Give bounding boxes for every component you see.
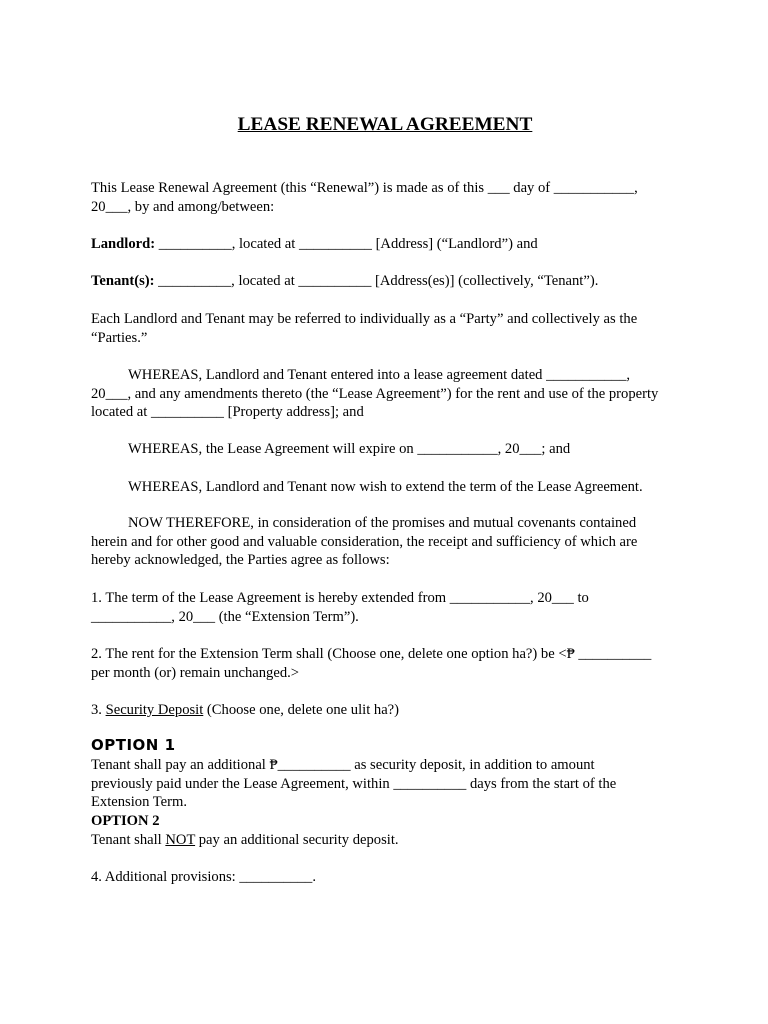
security-deposit-heading: Security Deposit [105, 702, 204, 718]
clause-2-paragraph [91, 645, 687, 682]
whereas-lease-line-1: WHEREAS, Landlord and Tenant entered into a lease agreement dated ___________, [128, 367, 631, 383]
option-2-line [91, 831, 687, 850]
parties-line-2: “Parties.” [91, 329, 148, 346]
clause-3-paragraph [91, 701, 687, 720]
clause-2-line-2: per month (or) remain unchanged.> [91, 664, 300, 681]
clause-4-line: 4. Additional provisions: __________. [91, 869, 316, 885]
option-2-prefix: Tenant shall [91, 831, 166, 848]
clause-1-paragraph [91, 589, 687, 626]
parties-paragraph [91, 310, 687, 347]
option-1-line-1: Tenant shall pay an additional ₱__________ as security deposit, in addition to amount [91, 757, 595, 773]
clause-3-suffix: (Choose one, delete one ulit ha?) [203, 702, 400, 718]
landlord-text: __________, located at __________ [Address] (“Landlord”) and [155, 236, 538, 252]
now-therefore-line-3: hereby acknowledged, the Parties agree as follows: [91, 552, 390, 569]
whereas-lease-paragraph [91, 366, 687, 422]
option-1-line-3: Extension Term. [91, 794, 187, 811]
clause-4-paragraph [91, 868, 687, 887]
now-therefore-paragraph [91, 514, 687, 570]
intro-paragraph [91, 179, 687, 216]
option-1-paragraph [91, 756, 687, 812]
option-2-not: NOT [165, 831, 196, 848]
intro-line-2: 20___, by and among/between: [91, 198, 275, 215]
tenant-label: Tenant(s): [91, 273, 155, 289]
option-2-suffix: pay an additional security deposit. [195, 831, 399, 848]
tenant-paragraph [91, 272, 687, 291]
clause-3-prefix: 3. [91, 702, 106, 718]
whereas-lease-line-2: 20___, and any amendments thereto (the “Lease Agreement”) for the rent and use of the property [91, 385, 659, 402]
clause-1-line-1: 1. The term of the Lease Agreement is hereby extended from ___________, 20___ to [91, 590, 589, 606]
whereas-extend-paragraph [91, 478, 687, 497]
whereas-extend-line: WHEREAS, Landlord and Tenant now wish to extend the term of the Lease Agreement. [128, 479, 643, 495]
clause-2-line-1: 2. The rent for the Extension Term shall (Choose one, delete one option ha?) be <₱ __________ [91, 646, 652, 662]
clause-1-line-2: ___________, 20___ (the “Extension Term”). [91, 608, 359, 625]
now-therefore-line-1: NOW THEREFORE, in consideration of the promises and mutual covenants contained [128, 515, 637, 531]
option-1-heading: OPTION 1 [91, 736, 176, 754]
landlord-label: Landlord: [91, 236, 156, 252]
landlord-paragraph [91, 235, 687, 254]
intro-line-1: This Lease Renewal Agreement (this “Renewal”) is made as of this ___ day of ___________, [91, 180, 638, 196]
now-therefore-line-2: herein and for other good and valuable consideration, the receipt and sufficiency of which are [91, 533, 638, 550]
option-2-heading: OPTION 2 [91, 813, 160, 829]
document-title: LEASE RENEWAL AGREEMENT [237, 114, 533, 135]
whereas-expire-line: WHEREAS, the Lease Agreement will expire on ___________, 20___; and [128, 441, 571, 457]
tenant-text: __________, located at __________ [Address(es)] (collectively, “Tenant”). [154, 273, 599, 289]
option-2-paragraph [91, 812, 687, 849]
parties-line-1: Each Landlord and Tenant may be referred to individually as a “Party” and collectively as the [91, 311, 638, 327]
whereas-lease-line-3: located at __________ [Property address]; and [91, 404, 364, 421]
option-1-line-2: previously paid under the Lease Agreement, within __________ days from the start of the [91, 775, 617, 792]
whereas-expire-paragraph [91, 440, 687, 459]
